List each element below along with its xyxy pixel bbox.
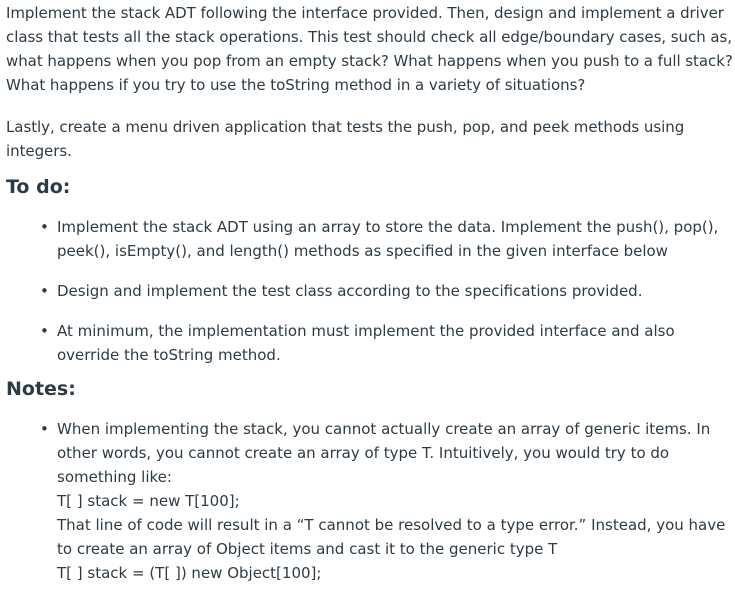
notes-text: That line of code will result in a “T cannot be resolved to a type error.” Instead, you have to create an array of Object items and cast it to the generic type T [57, 516, 726, 558]
bullet-icon: • [40, 322, 49, 340]
code-snippet: T[ ] stack = new T[100]; [57, 492, 240, 510]
intro-paragraph: Implement the stack ADT following the interface provided. Then, design and implement a driver class that tests all the stack operations. This test should check all edge/boundary cases, such as, what happens when you pop from an empty stack? What happens when you push to a full stack? What happens if you try to use the toString method in a variety of situations? [6, 4, 733, 94]
list-item [6, 215, 734, 263]
assignment-content [6, 0, 734, 585]
notes-list [6, 417, 734, 585]
todo-heading: To do: [6, 176, 71, 198]
notes-text: When implementing the stack, you cannot actually create an array of generic items. In other words, you cannot create an array of type T. Intuitively, you would try to do something like: [57, 420, 711, 486]
code-snippet: T[ ] stack = (T[ ]) new Object[100]; [57, 564, 322, 582]
bullet-icon: • [40, 420, 49, 438]
bullet-icon: • [40, 218, 49, 236]
list-item [6, 319, 734, 367]
notes-heading: Notes: [6, 378, 76, 400]
menu-app-paragraph: Lastly, create a menu driven application that tests the push, pop, and peek methods using integers. [6, 118, 685, 160]
list-item [6, 417, 734, 585]
bullet-icon: • [40, 282, 49, 300]
todo-item-text: At minimum, the implementation must implement the provided interface and also override the toString method. [57, 322, 675, 364]
todo-item-text: Design and implement the test class according to the specifications provided. [57, 282, 643, 300]
list-item [6, 279, 734, 303]
todo-item-text: Implement the stack ADT using an array to store the data. Implement the push(), pop(), peek(), isEmpty(), and length() methods as specified in the given interface below [57, 218, 719, 260]
todo-list [6, 215, 734, 367]
